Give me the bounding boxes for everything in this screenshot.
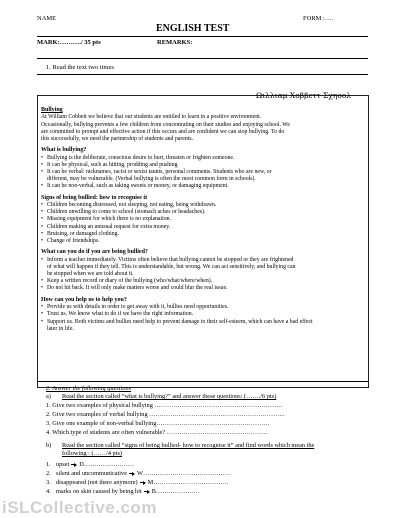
bullet-icon: • xyxy=(41,223,44,230)
remarks-label: REMARKS: xyxy=(157,39,193,46)
qb-letter: b) xyxy=(46,442,52,449)
qb-item xyxy=(46,461,134,468)
qa-item-4: 4. Which type of students are often vulnerable? ………………………………………… xyxy=(46,429,268,436)
qb-instruction-line-1: Read the section called “signs of being bullied- how to recognise it” and find words which mean the xyxy=(62,442,315,449)
bullet-item xyxy=(41,285,365,292)
bullet-item xyxy=(41,319,365,333)
bullet-line: Trust us. We know what to do if we have the right information. xyxy=(47,311,194,318)
school-name-symbol-heading: Ωιλλιαμ Χοββεττ Σχηοολ xyxy=(256,91,352,100)
bullet-item xyxy=(41,278,365,285)
bullet-icon: • xyxy=(41,238,44,245)
bullet-icon: • xyxy=(41,230,44,237)
bullet-item xyxy=(41,238,365,245)
bullet-line: Do not hit back. It will only make matters worse and could blur the real issue. xyxy=(47,285,228,292)
qb-item xyxy=(46,470,231,477)
watermark: iSLCollective.com xyxy=(2,498,157,517)
bullet-line: Provide us with details in order to get away with it, bullies need opportunities. xyxy=(47,304,229,311)
qb-item-number: 2. xyxy=(46,470,51,477)
bullet-icon: • xyxy=(41,311,44,318)
section-heading: What can you do if you are being bullied? xyxy=(41,249,148,256)
qa-letter: a) xyxy=(46,393,51,400)
bullet-item xyxy=(41,224,365,231)
instruction-1: 1. Read the text two times xyxy=(46,64,114,71)
name-label: NAME xyxy=(37,15,57,22)
bullet-line: Bullying is the deliberate, conscious desire to hurt, threaten or frighten someone. xyxy=(47,154,235,161)
qb-answer-blank[interactable]: D…………………… xyxy=(79,461,135,468)
qb-item xyxy=(46,479,229,486)
bullet-line: Children unwilling to come to school (stomach aches or headaches). xyxy=(47,209,206,216)
reading-text-box xyxy=(37,91,369,388)
qb-instruction-line-2: following : (……/4 pts) xyxy=(62,450,122,457)
bullet-item xyxy=(41,216,365,223)
bullet-item xyxy=(41,231,365,238)
bullet-icon: • xyxy=(41,169,44,176)
bullet-item xyxy=(41,155,365,162)
bullet-line: Children making an unusual request for extra money. xyxy=(47,223,171,230)
bullet-line: different, may be vulnerable. (Verbal bullying is often the most common form in schools). xyxy=(47,176,256,183)
qb-item-meaning: marks on skin caused by being hit xyxy=(56,488,142,495)
section-heading: What is bullying? xyxy=(41,147,87,154)
header-divider-2 xyxy=(37,58,368,59)
bullet-item xyxy=(41,183,365,190)
instruction-divider xyxy=(37,74,368,75)
bullet-icon: • xyxy=(41,209,44,216)
q2-heading: 2. Answer the following questions xyxy=(46,385,132,392)
bullet-line: Support us. Both victims and bullies need help to prevent damage to their self-esteem, which can have a bad effect xyxy=(47,318,313,325)
bullet-line: be stopped when we are told about it. xyxy=(47,271,134,278)
bullet-icon: • xyxy=(41,202,44,209)
section-heading: Bullying xyxy=(41,107,63,113)
bullet-icon: • xyxy=(41,154,44,161)
bullet-line: Missing equipment for which there is no explanation. xyxy=(47,216,171,223)
bullet-icon: • xyxy=(41,318,44,325)
paragraph-line: this successfully, we need the partnership of students and parents. xyxy=(41,136,194,143)
qb-answer-blank[interactable]: M……………………………… xyxy=(147,479,229,486)
qb-item-meaning: disappeared (not there anymore) xyxy=(56,479,138,486)
bullet-item xyxy=(41,257,365,279)
paragraph-line: Occasionally, bullying prevents a few children from concentrating on their studies and enjoying school. We xyxy=(41,121,290,128)
arrow-right-icon xyxy=(140,480,146,485)
qa-instruction: Read the section called “what is bullying?” and answer these questions: (……./6 pts) xyxy=(62,393,277,400)
qb-answer-blank[interactable]: B………………… xyxy=(151,488,200,495)
bullet-line: Keep a written record or diary of the bullying (who/what/where/when). xyxy=(47,278,213,285)
bullet-item xyxy=(41,162,365,169)
form-label: FORM :…. xyxy=(303,15,333,22)
section-heading: Signs of being bullied: how to recognise it xyxy=(41,194,148,201)
bullet-icon: • xyxy=(41,216,44,223)
bullet-icon: • xyxy=(41,285,44,292)
questions-divider xyxy=(37,381,368,382)
bullet-line: It can be physical, such as hitting, prodding and pushing xyxy=(47,161,178,168)
arrow-right-icon xyxy=(144,489,150,494)
bullet-line: Bruising, or damaged clothing. xyxy=(47,230,119,237)
bullet-line: Change of friendships. xyxy=(47,238,100,245)
qa-item-2: 2. Give two examples of verbal bullying ……………………………………………………….. xyxy=(46,411,285,418)
qb-answer-blank[interactable]: W…………………………………… xyxy=(137,470,232,477)
page-title: ENGLISH TEST xyxy=(156,23,230,34)
qb-item-meaning: silent and uncommunicative xyxy=(56,470,127,477)
bullet-item xyxy=(41,169,365,183)
qb-item-number: 1. xyxy=(46,461,51,468)
arrow-right-icon xyxy=(129,471,135,476)
arrow-right-icon xyxy=(71,462,77,467)
qa-item-3: 3. Give one example of non-verbal bullying……………………………………………… xyxy=(46,420,270,427)
bullet-icon: • xyxy=(41,304,44,311)
bullet-icon: • xyxy=(41,278,44,285)
bullet-line: Inform a teacher immediately. Victims often believe that bullying cannot be stopped or they are frightened xyxy=(47,256,294,263)
bullet-icon: • xyxy=(41,161,44,168)
bullet-line: of what will happen if they tell. This is understandable, but wrong. We can act sensitively, and bullying can xyxy=(47,263,296,270)
bullet-line: Children becoming distressed, not sleeping, not eating, being withdrawn. xyxy=(47,202,217,209)
paragraph-line: At William Cobbett we believe that our students are entitled to learn in a positive environment. xyxy=(41,114,262,121)
section-heading: How can you help us to help you? xyxy=(41,296,127,303)
bullet-line: It can be verbal: nicknames, racist or sexist taunts, personal comments. Students who are new, or xyxy=(47,169,272,176)
qb-item-meaning: upset xyxy=(56,461,70,468)
bullet-line: It can be non-verbal, such as taking sweets or money, or damaging equipment. xyxy=(47,183,229,190)
paragraph-line: are committed to prompt and effective action if this occurs and are confident we can stop bullying. To do xyxy=(41,128,285,135)
reading-text xyxy=(41,107,365,333)
qb-item-number: 3. xyxy=(46,479,51,486)
qb-item xyxy=(46,488,200,495)
bullet-icon: • xyxy=(41,256,44,263)
bullet-line: later in life. xyxy=(47,325,74,332)
qb-item-number: 4. xyxy=(46,488,51,495)
bullet-icon: • xyxy=(41,183,44,190)
qa-item-1: 1. Give two examples of physical bullying ……………………………………………………. xyxy=(46,402,282,409)
header-divider xyxy=(37,36,368,37)
bullet-item xyxy=(41,311,365,318)
mark-label: MARK:………./ 35 pts xyxy=(37,39,101,46)
